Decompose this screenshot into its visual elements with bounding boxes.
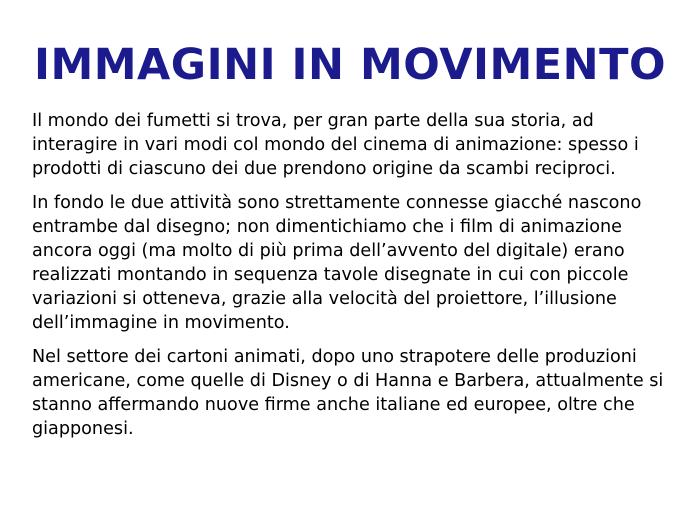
paragraph-drawing-origin: In fondo le due attività sono strettamente connesse giacché nascono entrambe dal disegno; non dimentichiamo che i film di animazione ancora oggi (ma molto di più prima dell’avvento del digitale) erano realizzati montando in sequenza tavole disegnate in cui con piccole variazioni si otteneva, grazie alla velocità del proiettore, l’illusione dell’immagine in movimento. (32, 193, 642, 333)
paragraph-comics-and-animation: Il mondo dei fumetti si trova, per gran parte della sua storia, ad interagire in vari modi col mondo del cinema di animazione: spesso i prodotti di ciascuno dei due prendono origine da scambi reciproci. (32, 111, 639, 179)
slide-title: IMMAGINI IN MOVIMENTO (33, 40, 667, 90)
slide-body (32, 109, 682, 451)
paragraph-cartoon-industry: Nel settore dei cartoni animati, dopo uno strapotere delle produzioni americane, come quelle di Disney o di Hanna e Barbera, attualmente si stanno affermando nuove firme anche italiane ed europee, oltre che giapponesi. (32, 347, 664, 439)
